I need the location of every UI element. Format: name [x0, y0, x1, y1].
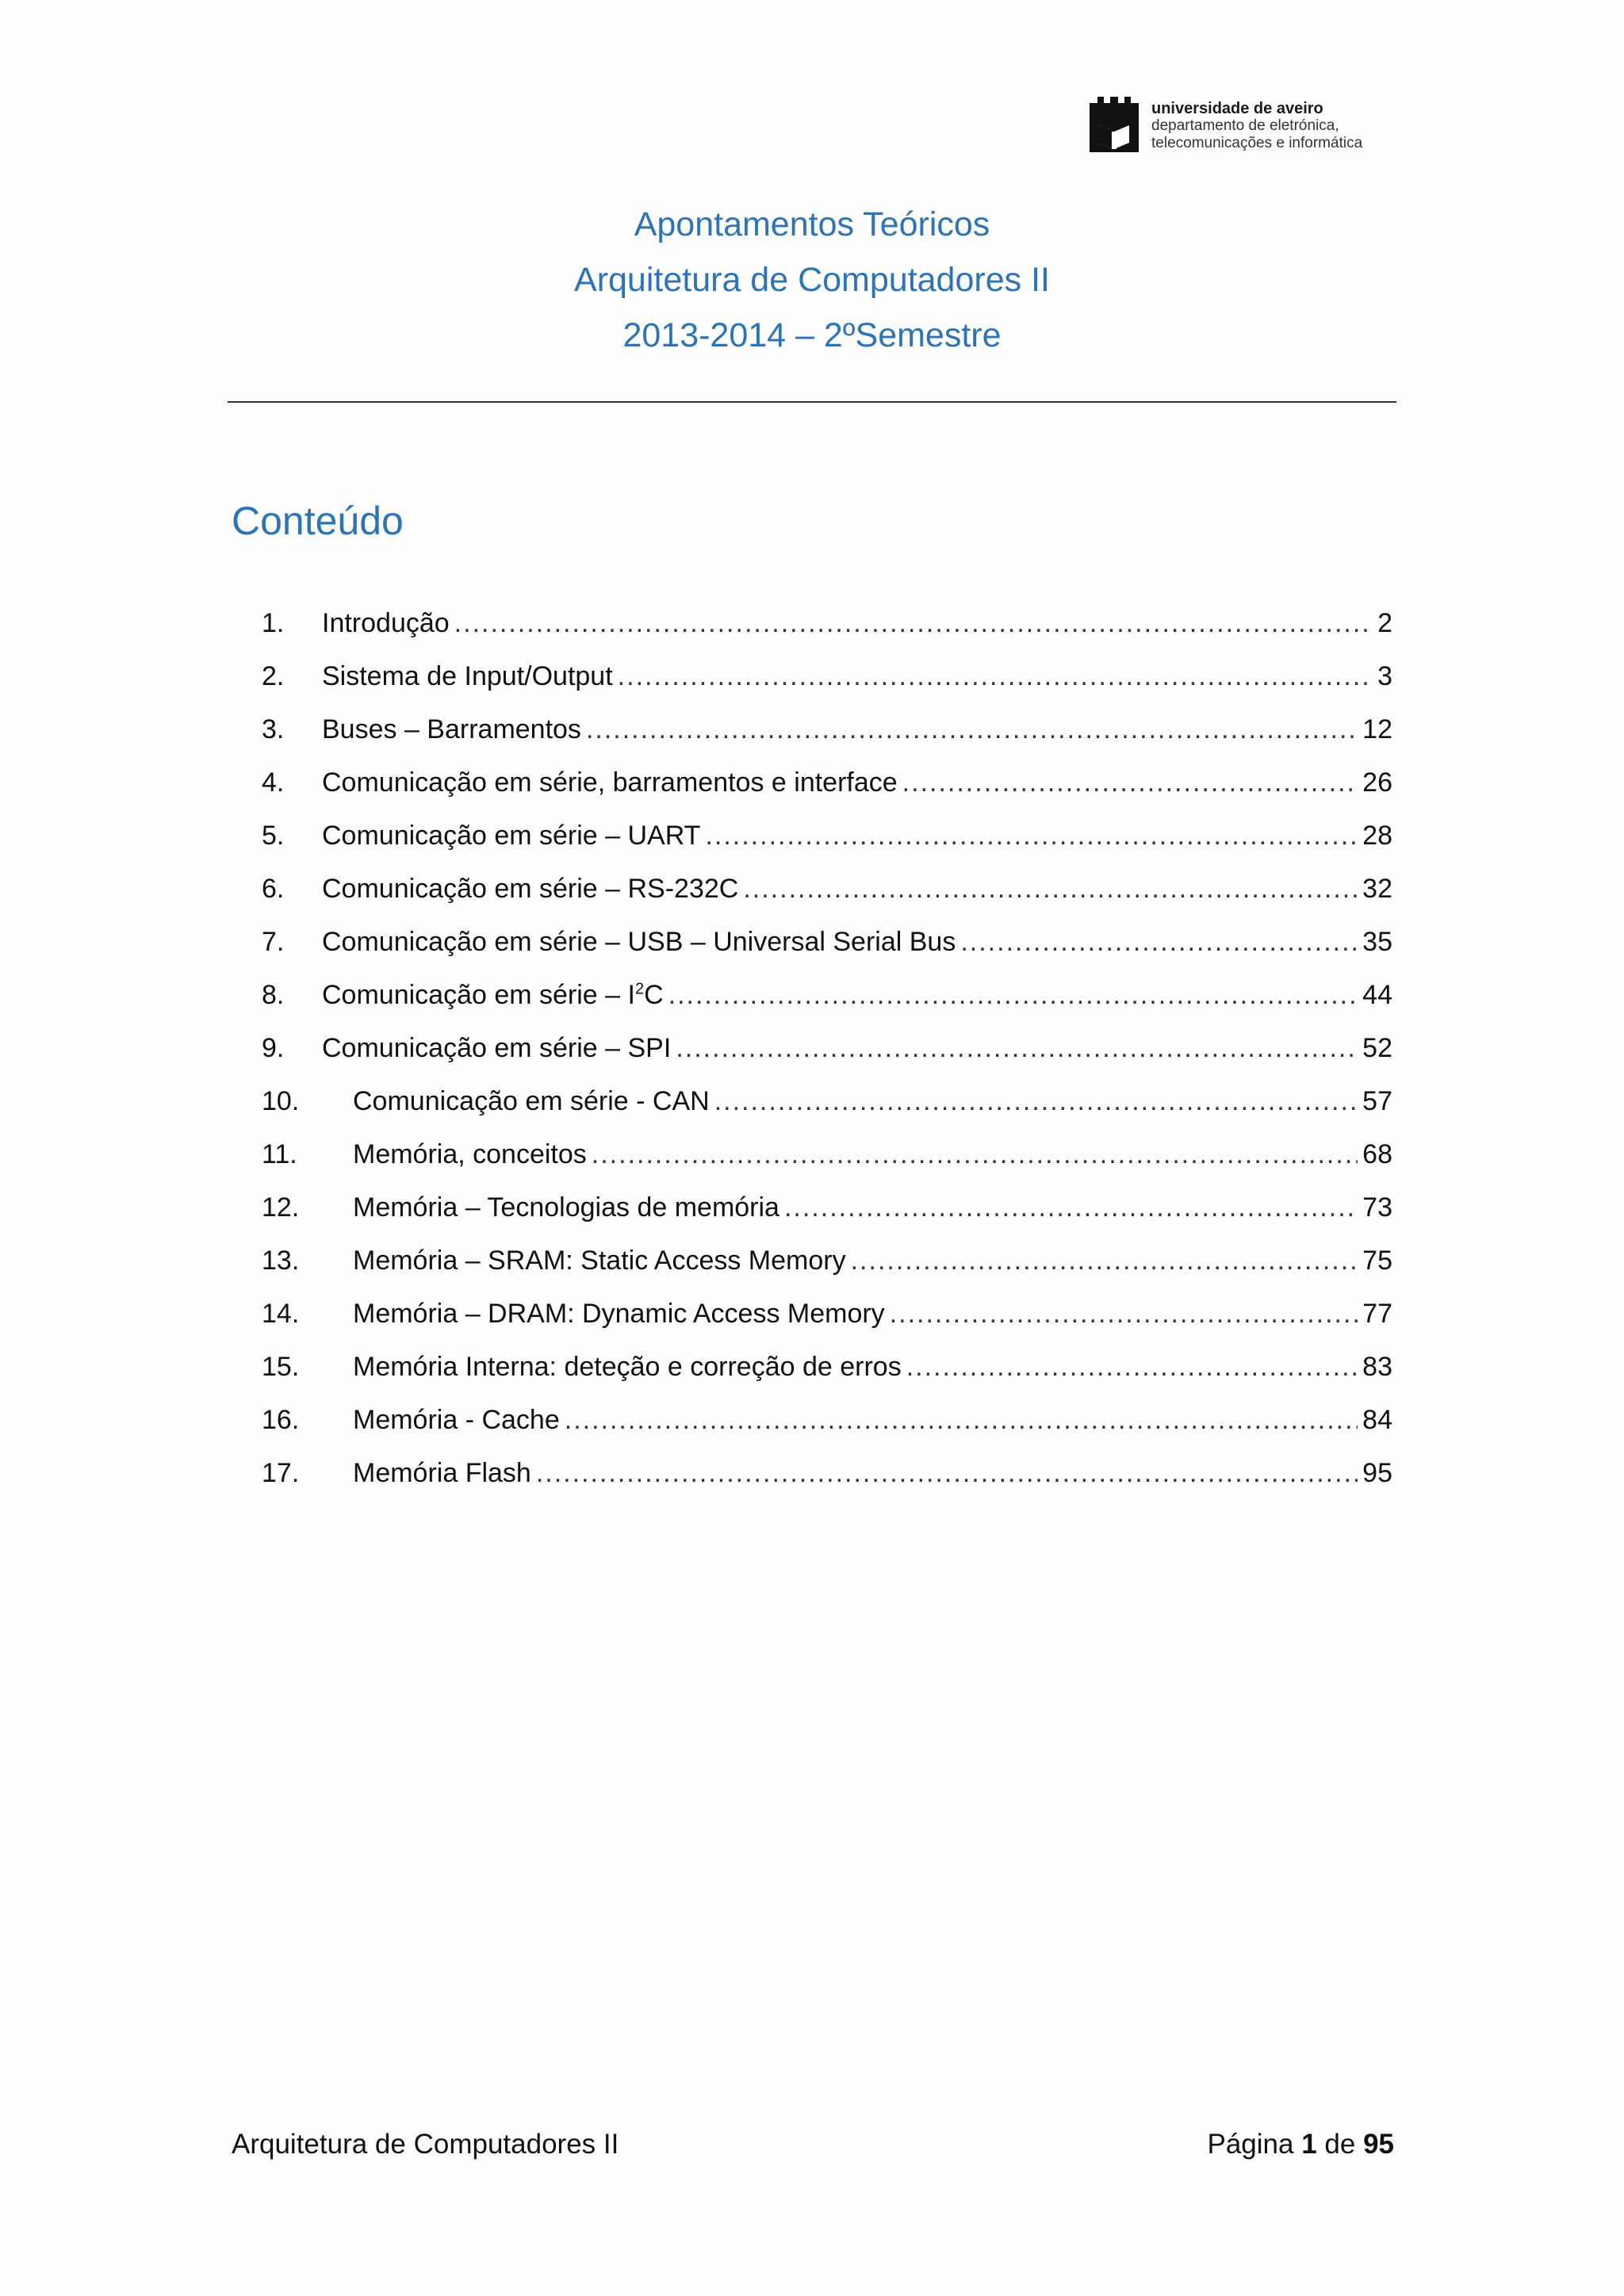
toc-entry-page[interactable]: 2 — [1377, 608, 1392, 638]
toc-dot-leader — [743, 870, 1358, 908]
toc-entry-page[interactable]: 57 — [1362, 1086, 1392, 1116]
toc-entry[interactable] — [262, 976, 1392, 1029]
toc-entry-page[interactable]: 12 — [1362, 714, 1392, 744]
toc-entry-number: 13. — [262, 1246, 300, 1276]
footer-page-total: 95 — [1363, 2129, 1394, 2160]
toc-entry-page[interactable]: 35 — [1362, 927, 1392, 957]
toc-entry-title[interactable]: Memória – DRAM: Dynamic Access Memory — [353, 1299, 885, 1329]
toc-entry[interactable] — [262, 870, 1392, 923]
toc-entry-number: 8. — [262, 980, 285, 1010]
toc-entry-page[interactable]: 26 — [1362, 767, 1392, 798]
toc-entry-number: 17. — [262, 1458, 300, 1488]
footer-page-current: 1 — [1301, 2129, 1317, 2160]
footer-course-title: Arquitetura de Computadores II — [232, 2129, 619, 2160]
toc-entry-number: 16. — [262, 1405, 300, 1435]
toc-entry-title[interactable]: Memória – Tecnologias de memória — [353, 1192, 779, 1223]
toc-entry[interactable] — [262, 817, 1392, 870]
title-line-1: Apontamentos Teóricos — [634, 205, 990, 243]
title-line-2: Arquitetura de Computadores II — [574, 261, 1050, 299]
toc-entry[interactable] — [262, 1082, 1392, 1135]
toc-dot-leader — [454, 604, 1373, 642]
toc-entry[interactable] — [262, 1188, 1392, 1242]
toc-dot-leader — [705, 817, 1358, 855]
logo-department-line2: telecomunicações e informática — [1151, 135, 1363, 151]
toc-entry-title[interactable]: Memória - Cache — [353, 1405, 560, 1435]
toc-entry-title[interactable]: Comunicação em série, barramentos e interface — [322, 767, 898, 798]
toc-entry-title[interactable]: Memória, conceitos — [353, 1139, 587, 1169]
page-footer — [232, 2129, 1394, 2160]
logo-university-name: universidade de aveiro — [1151, 100, 1323, 117]
toc-entry-title[interactable]: Buses – Barramentos — [322, 714, 581, 744]
toc-entry-title[interactable]: Sistema de Input/Output — [322, 661, 613, 691]
toc-entry[interactable] — [262, 763, 1392, 817]
toc-dot-leader — [592, 1135, 1358, 1173]
toc-heading: Conteúdo — [232, 499, 404, 543]
toc-entry-page[interactable]: 73 — [1362, 1192, 1392, 1223]
toc-entry-number: 1. — [262, 608, 285, 638]
toc-entry-title[interactable]: Comunicação em série – UART — [322, 821, 701, 851]
toc-dot-leader — [565, 1401, 1358, 1439]
toc-entry-page[interactable]: 95 — [1362, 1458, 1392, 1488]
toc-dot-leader — [668, 976, 1358, 1014]
toc-entry-title[interactable]: Comunicação em série – RS-232C — [322, 874, 739, 904]
table-of-contents — [262, 604, 1392, 1507]
title-divider — [228, 401, 1396, 403]
footer-page-number — [1207, 2129, 1394, 2160]
toc-entry-title[interactable]: Introdução — [322, 608, 450, 638]
toc-entry-number: 7. — [262, 927, 285, 957]
toc-dot-leader — [586, 710, 1358, 748]
toc-entry[interactable] — [262, 923, 1392, 976]
toc-entry-title[interactable] — [322, 976, 664, 1014]
toc-entry-page[interactable]: 68 — [1362, 1139, 1392, 1169]
toc-entry-title[interactable]: Comunicação em série – SPI — [322, 1033, 672, 1063]
toc-entry-number: 5. — [262, 821, 285, 851]
toc-entry-number: 10. — [262, 1086, 300, 1116]
toc-entry-number: 14. — [262, 1299, 300, 1329]
toc-entry[interactable] — [262, 1135, 1392, 1188]
toc-entry-number: 3. — [262, 714, 285, 744]
header-logo — [1088, 95, 1397, 159]
logo-department-line1: departamento de eletrónica, — [1151, 117, 1339, 134]
toc-entry-title[interactable]: Memória Flash — [353, 1458, 531, 1488]
toc-entry[interactable] — [262, 1348, 1392, 1401]
toc-entry-number: 11. — [262, 1139, 297, 1169]
toc-entry-page[interactable]: 32 — [1362, 874, 1392, 904]
toc-entry-page[interactable]: 44 — [1362, 980, 1392, 1010]
toc-entry[interactable] — [262, 1401, 1392, 1454]
toc-entry-title-prefix: Comunicação em série – I — [322, 980, 635, 1010]
toc-dot-leader — [536, 1454, 1358, 1492]
footer-page-of: de — [1324, 2129, 1356, 2160]
toc-dot-leader — [906, 1348, 1358, 1386]
logo-text — [1151, 100, 1362, 152]
toc-entry-title[interactable]: Comunicação em série – USB – Universal Serial Bus — [322, 927, 956, 957]
university-of-aveiro-logo-icon — [1088, 97, 1140, 154]
document-title-block — [0, 197, 1624, 363]
toc-dot-leader — [851, 1242, 1358, 1280]
title-line-3: 2013-2014 – 2ºSemestre — [622, 316, 1002, 354]
toc-entry-title-superscript: 2 — [634, 980, 645, 998]
toc-dot-leader — [676, 1029, 1358, 1067]
toc-dot-leader — [714, 1082, 1358, 1120]
toc-entry-page[interactable]: 77 — [1362, 1299, 1392, 1329]
toc-entry[interactable] — [262, 1242, 1392, 1295]
toc-entry[interactable] — [262, 1454, 1392, 1507]
toc-dot-leader — [890, 1295, 1358, 1333]
toc-entry-title[interactable]: Comunicação em série - CAN — [353, 1086, 710, 1116]
toc-entry-number: 4. — [262, 767, 285, 798]
toc-entry-page[interactable]: 84 — [1362, 1405, 1392, 1435]
toc-dot-leader — [960, 923, 1358, 961]
toc-dot-leader — [618, 657, 1373, 695]
toc-dot-leader — [902, 763, 1358, 802]
toc-entry[interactable] — [262, 1029, 1392, 1082]
toc-entry-title[interactable]: Memória Interna: deteção e correção de erros — [353, 1352, 902, 1382]
toc-entry[interactable] — [262, 710, 1392, 763]
toc-entry-number: 6. — [262, 874, 285, 904]
toc-entry-page[interactable]: 28 — [1362, 821, 1392, 851]
toc-dot-leader — [784, 1188, 1358, 1226]
footer-page-label: Página — [1207, 2129, 1294, 2160]
toc-entry-number: 9. — [262, 1033, 285, 1063]
toc-entry-page[interactable]: 52 — [1362, 1033, 1392, 1063]
toc-entry-number: 12. — [262, 1192, 300, 1223]
toc-entry-page[interactable]: 83 — [1362, 1352, 1392, 1382]
toc-entry-number: 2. — [262, 661, 285, 691]
toc-entry-title[interactable]: Memória – SRAM: Static Access Memory — [353, 1246, 846, 1276]
toc-entry-number: 15. — [262, 1352, 300, 1382]
toc-entry-page[interactable]: 75 — [1362, 1246, 1392, 1276]
toc-entry-title-suffix: C — [644, 980, 664, 1010]
toc-entry[interactable] — [262, 1295, 1392, 1348]
toc-entry-page[interactable]: 3 — [1377, 661, 1392, 691]
toc-entry[interactable] — [262, 657, 1392, 710]
toc-entry[interactable] — [262, 604, 1392, 657]
